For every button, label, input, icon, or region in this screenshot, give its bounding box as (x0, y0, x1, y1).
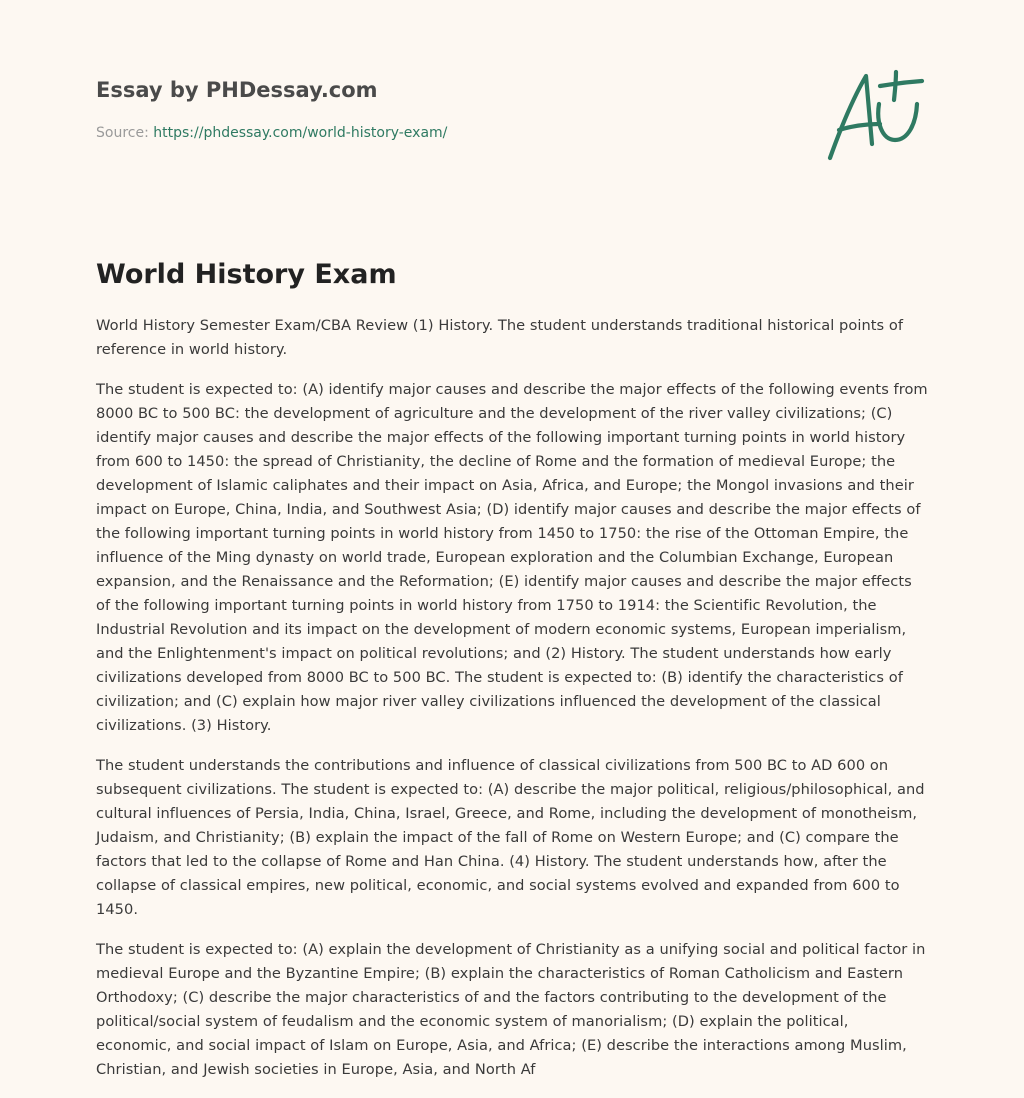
source-line (96, 124, 936, 142)
paragraph: The student is expected to: (A) identify major causes and describe the major effects of the following events from 8000 BC to 500 BC: the development of agriculture and the development of the river valley civilizations; (C) identify major causes and describe the major effects of the following important turning points in world history from 600 to 1450: the spread of Christianity, the decline of Rome and the formation of medieval Europe; the development of Islamic caliphates and their impact on Asia, Africa, and Europe; the Mongol invasions and their impact on Europe, China, India, and Southwest Asia; (D) identify major causes and describe the major effects of the following important turning points in world history from 1450 to 1750: the rise of the Ottoman Empire, the influence of the Ming dynasty on world trade, European exploration and the Columbian Exchange, European expansion, and the Renaissance and the Reformation; (E) identify major causes and describe the major effects of the following important turning points in world history from 1750 to 1914: the Scientific Revolution, the Industrial Revolution and its impact on the development of modern economic systems, European imperialism, and the Enlightenment's impact on political revolutions; and (2) History. The student understands how early civilizations developed from 8000 BC to 500 BC. The student is expected to: (B) identify the characteristics of civilization; and (C) explain how major river valley civilizations influenced the development of the classical civilizations. (3) History. (96, 381, 928, 734)
page-header (96, 74, 936, 142)
source-label: Source: (96, 125, 154, 141)
site-title: Essay by PHDessay.com (96, 78, 378, 102)
paragraph: The student is expected to: (A) explain the development of Christianity as a unifying social and political factor in medieval Europe and the Byzantine Empire; (B) explain the characteristics of Roman Catholicism and Eastern Orthodoxy; (C) describe the major characteristics of and the factors contributing to the development of the political/social system of feudalism and the economic system of manorialism; (D) explain the political, economic, and social impact of Islam on Europe, Asia, and Africa; (E) describe the interactions among Muslim, Christian, and Jewish societies in Europe, Asia, and North Af (96, 941, 926, 1078)
a-plus-logo-icon (822, 68, 926, 164)
essay-body (96, 314, 928, 1098)
document-title: World History Exam (96, 259, 397, 290)
paragraph: The student understands the contributions and influence of classical civilizations from 500 BC to AD 600 on subsequent civilizations. The student is expected to: (A) describe the major political, religious/philosophical, and cultural influences of Persia, India, China, Israel, Greece, and Rome, including the development of monotheism, Judaism, and Christianity; (B) explain the impact of the fall of Rome on Western Europe; and (C) compare the factors that led to the collapse of Rome and Han China. (4) History. The student understands how, after the collapse of classical empires, new political, economic, and social systems evolved and expanded from 600 to 1450. (96, 757, 925, 918)
source-link[interactable]: https://phdessay.com/world-history-exam/ (153, 125, 448, 141)
paragraph: World History Semester Exam/CBA Review (1) History. The student understands traditional historical points of reference in world history. (96, 317, 904, 358)
